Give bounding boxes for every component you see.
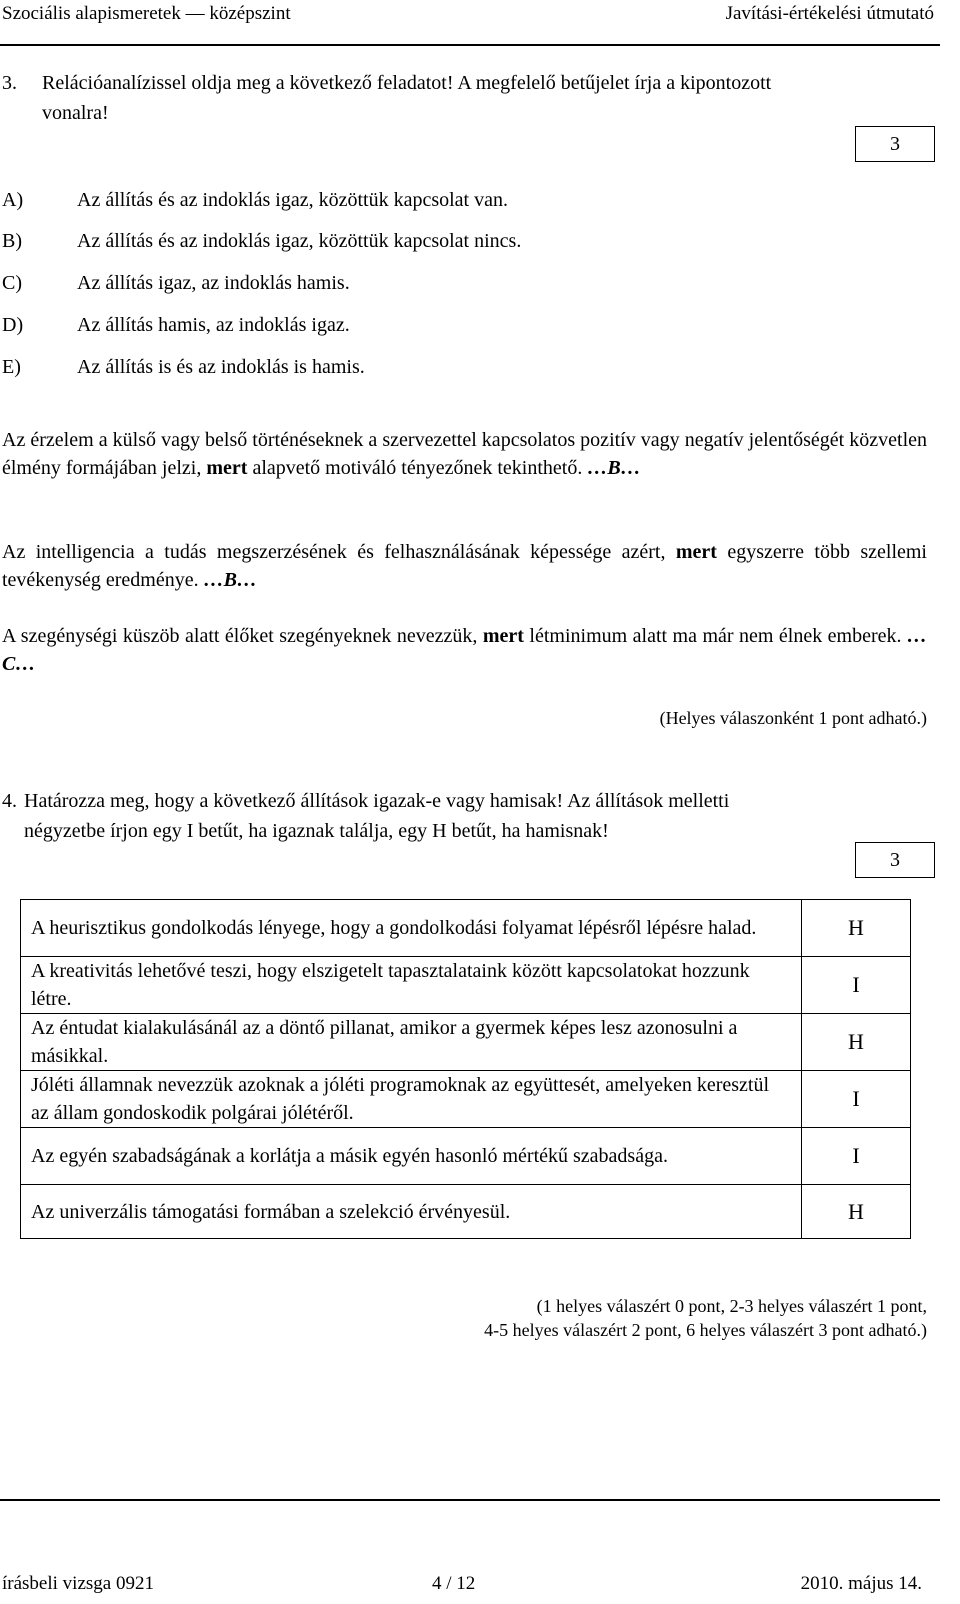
option-text: Az állítás és az indoklás igaz, közöttük kapcsolat van. bbox=[77, 189, 508, 211]
q3-title bbox=[2, 68, 937, 128]
item-answer: …B… bbox=[587, 457, 641, 479]
q3-option-e bbox=[2, 353, 365, 381]
answer-cell: H bbox=[802, 1185, 911, 1239]
q4-title bbox=[2, 786, 937, 846]
answer-cell: I bbox=[802, 1128, 911, 1185]
option-letter: D) bbox=[2, 314, 24, 336]
q4-title-line1: Határozza meg, hogy a következő állítások igazak-e vagy hamisak! Az állítások melletti bbox=[24, 790, 730, 812]
item-statement: Az érzelem a külső vagy belső történéseknek a szervezettel kapcsolatos pozitív vagy negatív jelentőségét közvetlen élmény formájában jelzi, bbox=[2, 429, 927, 479]
q3-option-b bbox=[2, 227, 521, 255]
q4-scoring-note bbox=[484, 1294, 927, 1342]
option-letter: E) bbox=[2, 356, 21, 378]
table-row bbox=[21, 1128, 911, 1185]
header-guide-title: Javítási-értékelési útmutató bbox=[725, 3, 934, 24]
q3-number: 3. bbox=[2, 72, 17, 94]
q3-option-c bbox=[2, 269, 350, 297]
table-row bbox=[21, 1071, 911, 1128]
q3-item-3 bbox=[2, 622, 927, 678]
item-reason: létminimum alatt ma már nem élnek emberek. bbox=[529, 625, 902, 647]
table-row bbox=[21, 1185, 911, 1239]
item-conjunction: mert bbox=[675, 541, 717, 563]
footer-exam-code: írásbeli vizsga 0921 bbox=[2, 1573, 154, 1594]
table-row bbox=[21, 900, 911, 957]
true-false-table bbox=[20, 899, 911, 1239]
item-answer: …B… bbox=[203, 569, 257, 591]
header-divider bbox=[0, 44, 940, 46]
item-reason: alapvető motiváló tényezőnek tekinthető. bbox=[252, 457, 583, 479]
answer-cell: I bbox=[802, 1071, 911, 1128]
option-text: Az állítás és az indoklás igaz, közöttük kapcsolat nincs. bbox=[77, 230, 522, 252]
statement-cell: Az univerzális támogatási formában a szelekció érvényesül. bbox=[21, 1185, 802, 1239]
q3-scoring-note: (Helyes válaszonként 1 pont adható.) bbox=[659, 708, 927, 728]
item-statement: A szegénységi küszöb alatt élőket szegényeknek nevezzük, bbox=[2, 625, 478, 647]
option-text: Az állítás hamis, az indoklás igaz. bbox=[77, 314, 350, 336]
q3-item-1 bbox=[2, 426, 927, 482]
option-text: Az állítás is és az indoklás is hamis. bbox=[77, 356, 365, 378]
statement-cell: A heurisztikus gondolkodás lényege, hogy a gondolkodási folyamat lépésről lépésre halad. bbox=[21, 900, 802, 957]
item-conjunction: mert bbox=[482, 625, 524, 647]
q3-title-line2: vonalra! bbox=[42, 102, 109, 124]
statement-cell: Az éntudat kialakulásánál az a döntő pillanat, amikor a gyermek képes lesz azonosulni a másikkal. bbox=[21, 1014, 802, 1071]
footer-divider bbox=[0, 1499, 940, 1501]
statement-cell: A kreativitás lehetővé teszi, hogy elszigetelt tapasztalataink között kapcsolatokat hozzunk létre. bbox=[21, 957, 802, 1014]
table-row bbox=[21, 1014, 911, 1071]
q4-scoring-note-line1: (1 helyes válaszért 0 pont, 2-3 helyes válaszért 1 pont, bbox=[536, 1296, 927, 1316]
q4-number: 4. bbox=[2, 790, 17, 812]
option-letter: B) bbox=[2, 230, 22, 252]
footer-page-number: 4 / 12 bbox=[432, 1573, 476, 1594]
q4-scoring-note-line2: 4-5 helyes válaszért 2 pont, 6 helyes válaszért 3 pont adható.) bbox=[484, 1320, 927, 1340]
q3-option-a bbox=[2, 186, 508, 214]
header-exam-title: Szociális alapismeretek — középszint bbox=[2, 3, 291, 24]
q3-title-line1: Relációanalízissel oldja meg a következő feladatot! A megfelelő betűjelet írja a kipontozott bbox=[42, 72, 772, 94]
item-statement: Az intelligencia a tudás megszerzésének és felhasználásának képessége azért, bbox=[2, 541, 666, 563]
q3-item-2 bbox=[2, 538, 927, 594]
option-letter: A) bbox=[2, 189, 24, 211]
item-answer: …C… bbox=[2, 625, 928, 675]
item-reason: egyszerre több szellemi tevékenység eredménye. bbox=[2, 541, 927, 591]
answer-cell: H bbox=[802, 1014, 911, 1071]
q4-title-line2: négyzetbe írjon egy I betűt, ha igaznak találja, egy H betűt, ha hamisnak! bbox=[24, 820, 609, 842]
option-text: Az állítás igaz, az indoklás hamis. bbox=[77, 272, 350, 294]
table-row bbox=[21, 957, 911, 1014]
q4-score-box: 3 bbox=[855, 842, 935, 878]
footer-exam-date: 2010. május 14. bbox=[800, 1573, 922, 1594]
option-letter: C) bbox=[2, 272, 22, 294]
statement-cell: Jóléti államnak nevezzük azoknak a jóléti programoknak az együttesét, amelyeken keresztül az állam gondoskodik polgárai jólétéről. bbox=[21, 1071, 802, 1128]
q3-score-box: 3 bbox=[855, 126, 935, 162]
statement-cell: Az egyén szabadságának a korlátja a másik egyén hasonló mértékű szabadsága. bbox=[21, 1128, 802, 1185]
answer-cell: I bbox=[802, 957, 911, 1014]
q3-option-d bbox=[2, 311, 350, 339]
item-conjunction: mert bbox=[206, 457, 248, 479]
answer-cell: H bbox=[802, 900, 911, 957]
